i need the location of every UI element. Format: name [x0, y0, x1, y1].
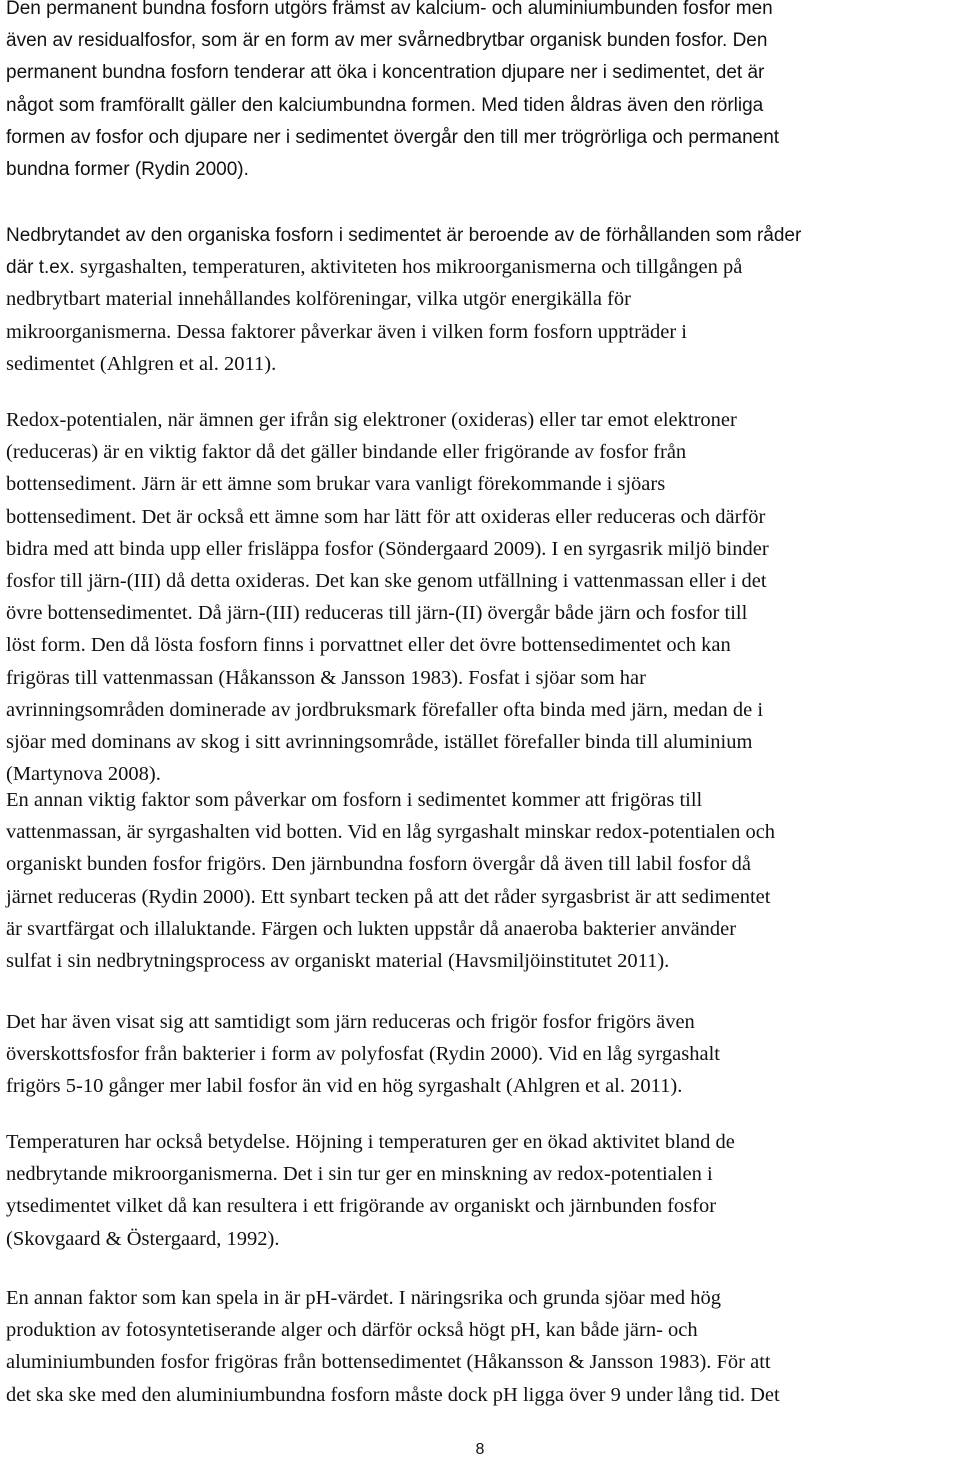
text-line [6, 1346, 780, 1378]
text-line [6, 945, 775, 977]
text-line [6, 404, 769, 436]
text-line [6, 694, 769, 726]
text-segment: formen av fosfor och djupare ner i sedimentet övergår den till mer trögrörliga och permanent [6, 126, 780, 148]
text-segment: något som framförallt gäller den kalciumbundna formen. Med tiden åldras även den rörliga [6, 94, 764, 116]
text-line [6, 1379, 780, 1411]
text-segment: sulfat i sin nedbrytningsprocess av organiskt material (Havsmiljöinstitutet 2011). [6, 949, 670, 972]
paragraph-nedbrytning-organisk-fosfor [6, 219, 801, 380]
paragraph-permanent-fosfor [6, 0, 779, 185]
text-line [6, 0, 779, 24]
text-line [6, 219, 801, 251]
text-line [6, 348, 801, 380]
text-segment: (reduceras) är en viktig faktor då det gäller bindande eller frigörande av fosfor från [6, 441, 687, 464]
text-segment: ytsedimentet vilket då kan resultera i ett frigörande av organiskt och järnbunden fosfor [6, 1195, 717, 1218]
text-line [6, 816, 775, 848]
text-segment: är svartfärgat och illaluktande. Färgen och lukten uppstår då anaeroba bakterier använder [6, 917, 737, 940]
text-segment: aluminiumbunden fosfor frigöras från bottensedimentet (Håkansson & Jansson 1983). För att [6, 1351, 771, 1374]
text-segment: syrgashalten, temperaturen, aktiviteten hos mikroorganismerna och tillgången på [79, 256, 743, 279]
paragraph-temperatur [6, 1126, 735, 1255]
text-line [6, 533, 769, 565]
text-segment: Nedbrytandet av den organiska fosforn i sedimentet är beroende av de förhållanden som råder [6, 225, 802, 246]
text-line [6, 436, 769, 468]
text-segment: produktion av fotosyntetiserande alger och därför också högt pH, kan både järn- och [6, 1319, 698, 1342]
text-line [6, 848, 775, 880]
text-segment: fosfor till järn-(III) då detta oxideras. Det kan ske genom utfällning i vattenmassan eller i det [6, 569, 767, 592]
text-line [6, 24, 779, 56]
text-line [6, 1314, 780, 1346]
text-line [6, 1126, 735, 1158]
text-segment: nedbrytbart material innehållandes kolföreningar, vilka utgör energikälla för [6, 288, 631, 311]
text-line [6, 316, 801, 348]
text-segment: Redox-potentialen, när ämnen ger ifrån sig elektroner (oxideras) eller tar emot elektroner [6, 409, 737, 431]
text-segment: frigöras till vattenmassan (Håkansson & Jansson 1983). Fosfat i sjöar som har [6, 666, 646, 689]
text-line [6, 662, 769, 694]
text-segment: övre bottensedimentet. Då järn-(III) reduceras till järn-(II) övergår både järn och fosfor till [6, 602, 748, 625]
text-segment: En annan faktor som kan spela in är pH-värdet. I näringsrika och grunda sjöar med hög [6, 1287, 721, 1309]
text-segment: (Skovgaard & Östergaard, 1992). [6, 1227, 280, 1250]
text-line [6, 121, 779, 153]
text-segment: sjöar med dominans av skog i sitt avrinningsområde, istället förefaller binda till aluminium [6, 730, 753, 753]
text-segment: löst form. Den då lösta fosforn finns i porvattnet eller det övre bottensedimentet och kan [6, 634, 731, 657]
text-line [6, 629, 769, 661]
text-line [6, 597, 769, 629]
text-segment: frigörs 5-10 gånger mer labil fosfor än vid en hög syrgashalt (Ahlgren et al. 2011). [6, 1075, 683, 1098]
text-segment: järnet reduceras (Rydin 2000). Ett synbart tecken på att det råder syrgasbrist är att sedimentet [6, 885, 771, 908]
text-segment: överskottsfosfor från bakterier i form av polyfosfat (Rydin 2000). Vid en låg syrgashalt [6, 1043, 720, 1066]
text-line [6, 1158, 735, 1190]
text-line [6, 881, 775, 913]
text-line [6, 1006, 720, 1038]
paragraph-ph-varde [6, 1282, 780, 1411]
text-segment: där t.ex. [6, 257, 80, 279]
text-line [6, 784, 775, 816]
text-line [6, 1282, 780, 1314]
text-segment: Det har även visat sig att samtidigt som järn reduceras och frigör fosfor frigörs även [6, 1011, 695, 1033]
text-segment: bidra med att binda upp eller frisläppa fosfor (Söndergaard 2009). I en syrgasrik miljö binder [6, 537, 769, 560]
text-segment: avrinningsområden dominerade av jordbruksmark förefaller ofta binda med järn, medan de i [6, 698, 764, 721]
text-line [6, 501, 769, 533]
text-line [6, 89, 779, 121]
text-line [6, 726, 769, 758]
text-line [6, 913, 775, 945]
text-segment: även av residualfosfor, som är en form av mer svårnedbrytbar organisk bunden fosfor. Den [6, 30, 768, 52]
text-segment: bottensediment. Det är också ett ämne som har lätt för att oxideras eller reduceras och därför [6, 505, 766, 528]
text-segment: organiskt bunden fosfor frigörs. Den järnbundna fosforn övergår då även till labil fosfor då [6, 853, 752, 876]
text-segment: bundna former (Rydin 2000). [6, 158, 249, 180]
text-line [6, 565, 769, 597]
text-segment: nedbrytande mikroorganismerna. Det i sin tur ger en minskning av redox-potentialen i [6, 1163, 713, 1186]
text-line [6, 1223, 735, 1255]
text-segment: det ska ske med den aluminiumbundna fosforn måste dock pH ligga över 9 under lång tid. Det [6, 1383, 780, 1406]
text-segment: sedimentet (Ahlgren et al. 2011). [6, 352, 277, 375]
text-segment: En annan viktig faktor som påverkar om fosforn i sedimentet kommer att frigöras till [6, 789, 703, 811]
text-line [6, 153, 779, 185]
paragraph-syrgashalt [6, 784, 775, 977]
text-line [6, 283, 801, 315]
text-segment: (Martynova 2008). [6, 763, 161, 786]
text-segment: mikroorganismerna. Dessa faktorer påverkar även i vilken form fosforn uppträder i [6, 320, 688, 343]
text-segment: permanent bundna fosforn tenderar att öka i koncentration djupare ner i sedimentet, det är [6, 62, 765, 84]
text-line [6, 468, 769, 500]
paragraph-redox-potential [6, 404, 769, 790]
text-line [6, 56, 779, 88]
text-line [6, 251, 801, 283]
page-number: 8 [475, 1441, 485, 1458]
text-segment: Temperaturen har också betydelse. Höjning i temperaturen ger en ökad aktivitet bland de [6, 1131, 735, 1153]
text-segment: vattenmassan, är syrgashalten vid botten. Vid en låg syrgashalt minskar redox-potentialen och [6, 821, 776, 844]
text-segment: bottensediment. Järn är ett ämne som brukar vara vanligt förekommande i sjöars [6, 473, 666, 496]
text-line [6, 1038, 720, 1070]
paragraph-polyfosfat [6, 1006, 720, 1103]
text-line [6, 1070, 720, 1102]
text-segment: Den permanent bundna fosforn utgörs främst av kalcium- och aluminiumbunden fosfor men [6, 0, 773, 19]
text-line [6, 1190, 735, 1222]
